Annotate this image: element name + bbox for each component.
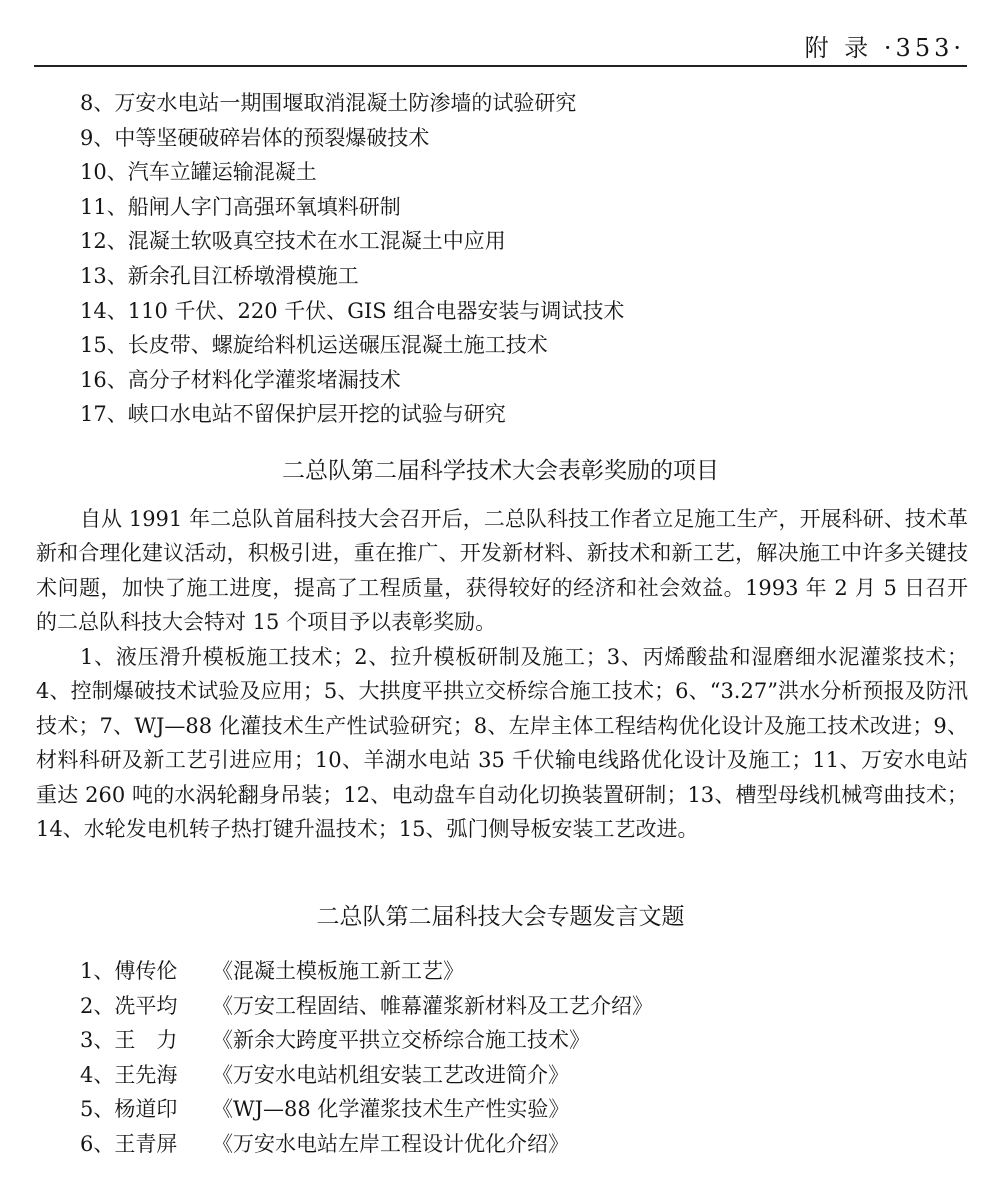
list-item: [80, 989, 653, 1024]
awards-intro: [36, 502, 968, 640]
list-item: 11、船闸人字门高强环氧填料研制: [80, 194, 401, 219]
speaker-name: 1、傅传伦: [80, 959, 178, 983]
list-item: 13、新余孔目江桥墩滑模施工: [80, 263, 359, 288]
list-item: [80, 1023, 653, 1058]
speaker-name: 3、王 力: [80, 1028, 178, 1053]
list-item: 14、110 千伏、220 千伏、GIS 组合电器安装与调试技术: [80, 298, 625, 323]
speaker-name: 6、王青屏: [80, 1131, 178, 1156]
page-header: 附 录 ·353·: [804, 34, 965, 62]
list-item: 10、汽车立罐运输混凝土: [80, 160, 317, 185]
list-item: 9、中等坚硬破碎岩体的预裂爆破技术: [80, 125, 430, 150]
awards-list-paragraph: [36, 640, 968, 846]
header-rule: [34, 65, 967, 67]
speech-title: 《万安水电站机组安装工艺改进简介》: [212, 1062, 569, 1087]
paragraph: 1、液压滑升模板施工技术；2、拉升模板研制及施工；3、丙烯酸盐和湿磨细水泥灌浆技术；4、控制爆破技术试验及应用；5、大拱度平拱立交桥综合施工技术；6、“3.27”洪水分析预报及防汛技术；7、WJ—88 化灌技术生产性试验研究；8、左岸主体工程结构优化设计及施工技术改进；9、材料科研及新工艺引进应用；10、羊湖水电站 35 千伏输电线路优化设计及施工；11、万安水电站重达 260 吨的水涡轮翻身吊装；12、电动盘车自动化切换装置研制；13、槽型母线机械弯曲技术；14、水轮发电机转子热打键升温技术；15、弧门侧导板安装工艺改进。: [36, 645, 968, 842]
section-title-awards: 二总队第二届科学技术大会表彰奖励的项目: [282, 458, 719, 484]
list-item: 16、高分子材料化学灌浆堵漏技术: [80, 367, 401, 392]
list-item: [80, 1127, 653, 1162]
speech-title: 《WJ—88 化学灌浆技术生产性实验》: [212, 1097, 570, 1122]
section-title-speeches: 二总队第二届科技大会专题发言文题: [316, 904, 685, 930]
list-item: [80, 1058, 653, 1093]
list-item: [80, 954, 653, 989]
list-item: [80, 1092, 653, 1127]
list-item: 12、混凝土软吸真空技术在水工混凝土中应用: [80, 229, 506, 254]
list-item: 17、峡口水电站不留保护层开挖的试验与研究: [80, 402, 506, 427]
speech-list: [80, 954, 653, 1162]
speech-title: 《万安工程固结、帷幕灌浆新材料及工艺介绍》: [212, 993, 653, 1018]
list-item: 15、长皮带、螺旋给料机运送碾压混凝土施工技术: [80, 333, 548, 358]
paragraph: 自从 1991 年二总队首届科技大会召开后，二总队科技工作者立足施工生产，开展科研、技术革新和合理化建议活动，积极引进，重在推广、开发新材料、新技术和新工艺，解决施工中许多关键技术问题，加快了施工进度，提高了工程质量，获得较好的经济和社会效益。1993 年 2 月 5 日召开的二总队科技大会特对 15 个项目予以表彰奖励。: [36, 507, 968, 635]
list-item: 8、万安水电站一期围堰取消混凝土防渗墙的试验研究: [80, 91, 577, 115]
speaker-name: 2、冼平均: [80, 993, 178, 1018]
speech-title: 《混凝土模板施工新工艺》: [212, 959, 464, 983]
project-list: [80, 86, 624, 432]
speech-title: 《新余大跨度平拱立交桥综合施工技术》: [212, 1028, 590, 1053]
speech-title: 《万安水电站左岸工程设计优化介绍》: [212, 1131, 569, 1156]
speaker-name: 4、王先海: [80, 1062, 178, 1087]
speaker-name: 5、杨道印: [80, 1097, 178, 1122]
